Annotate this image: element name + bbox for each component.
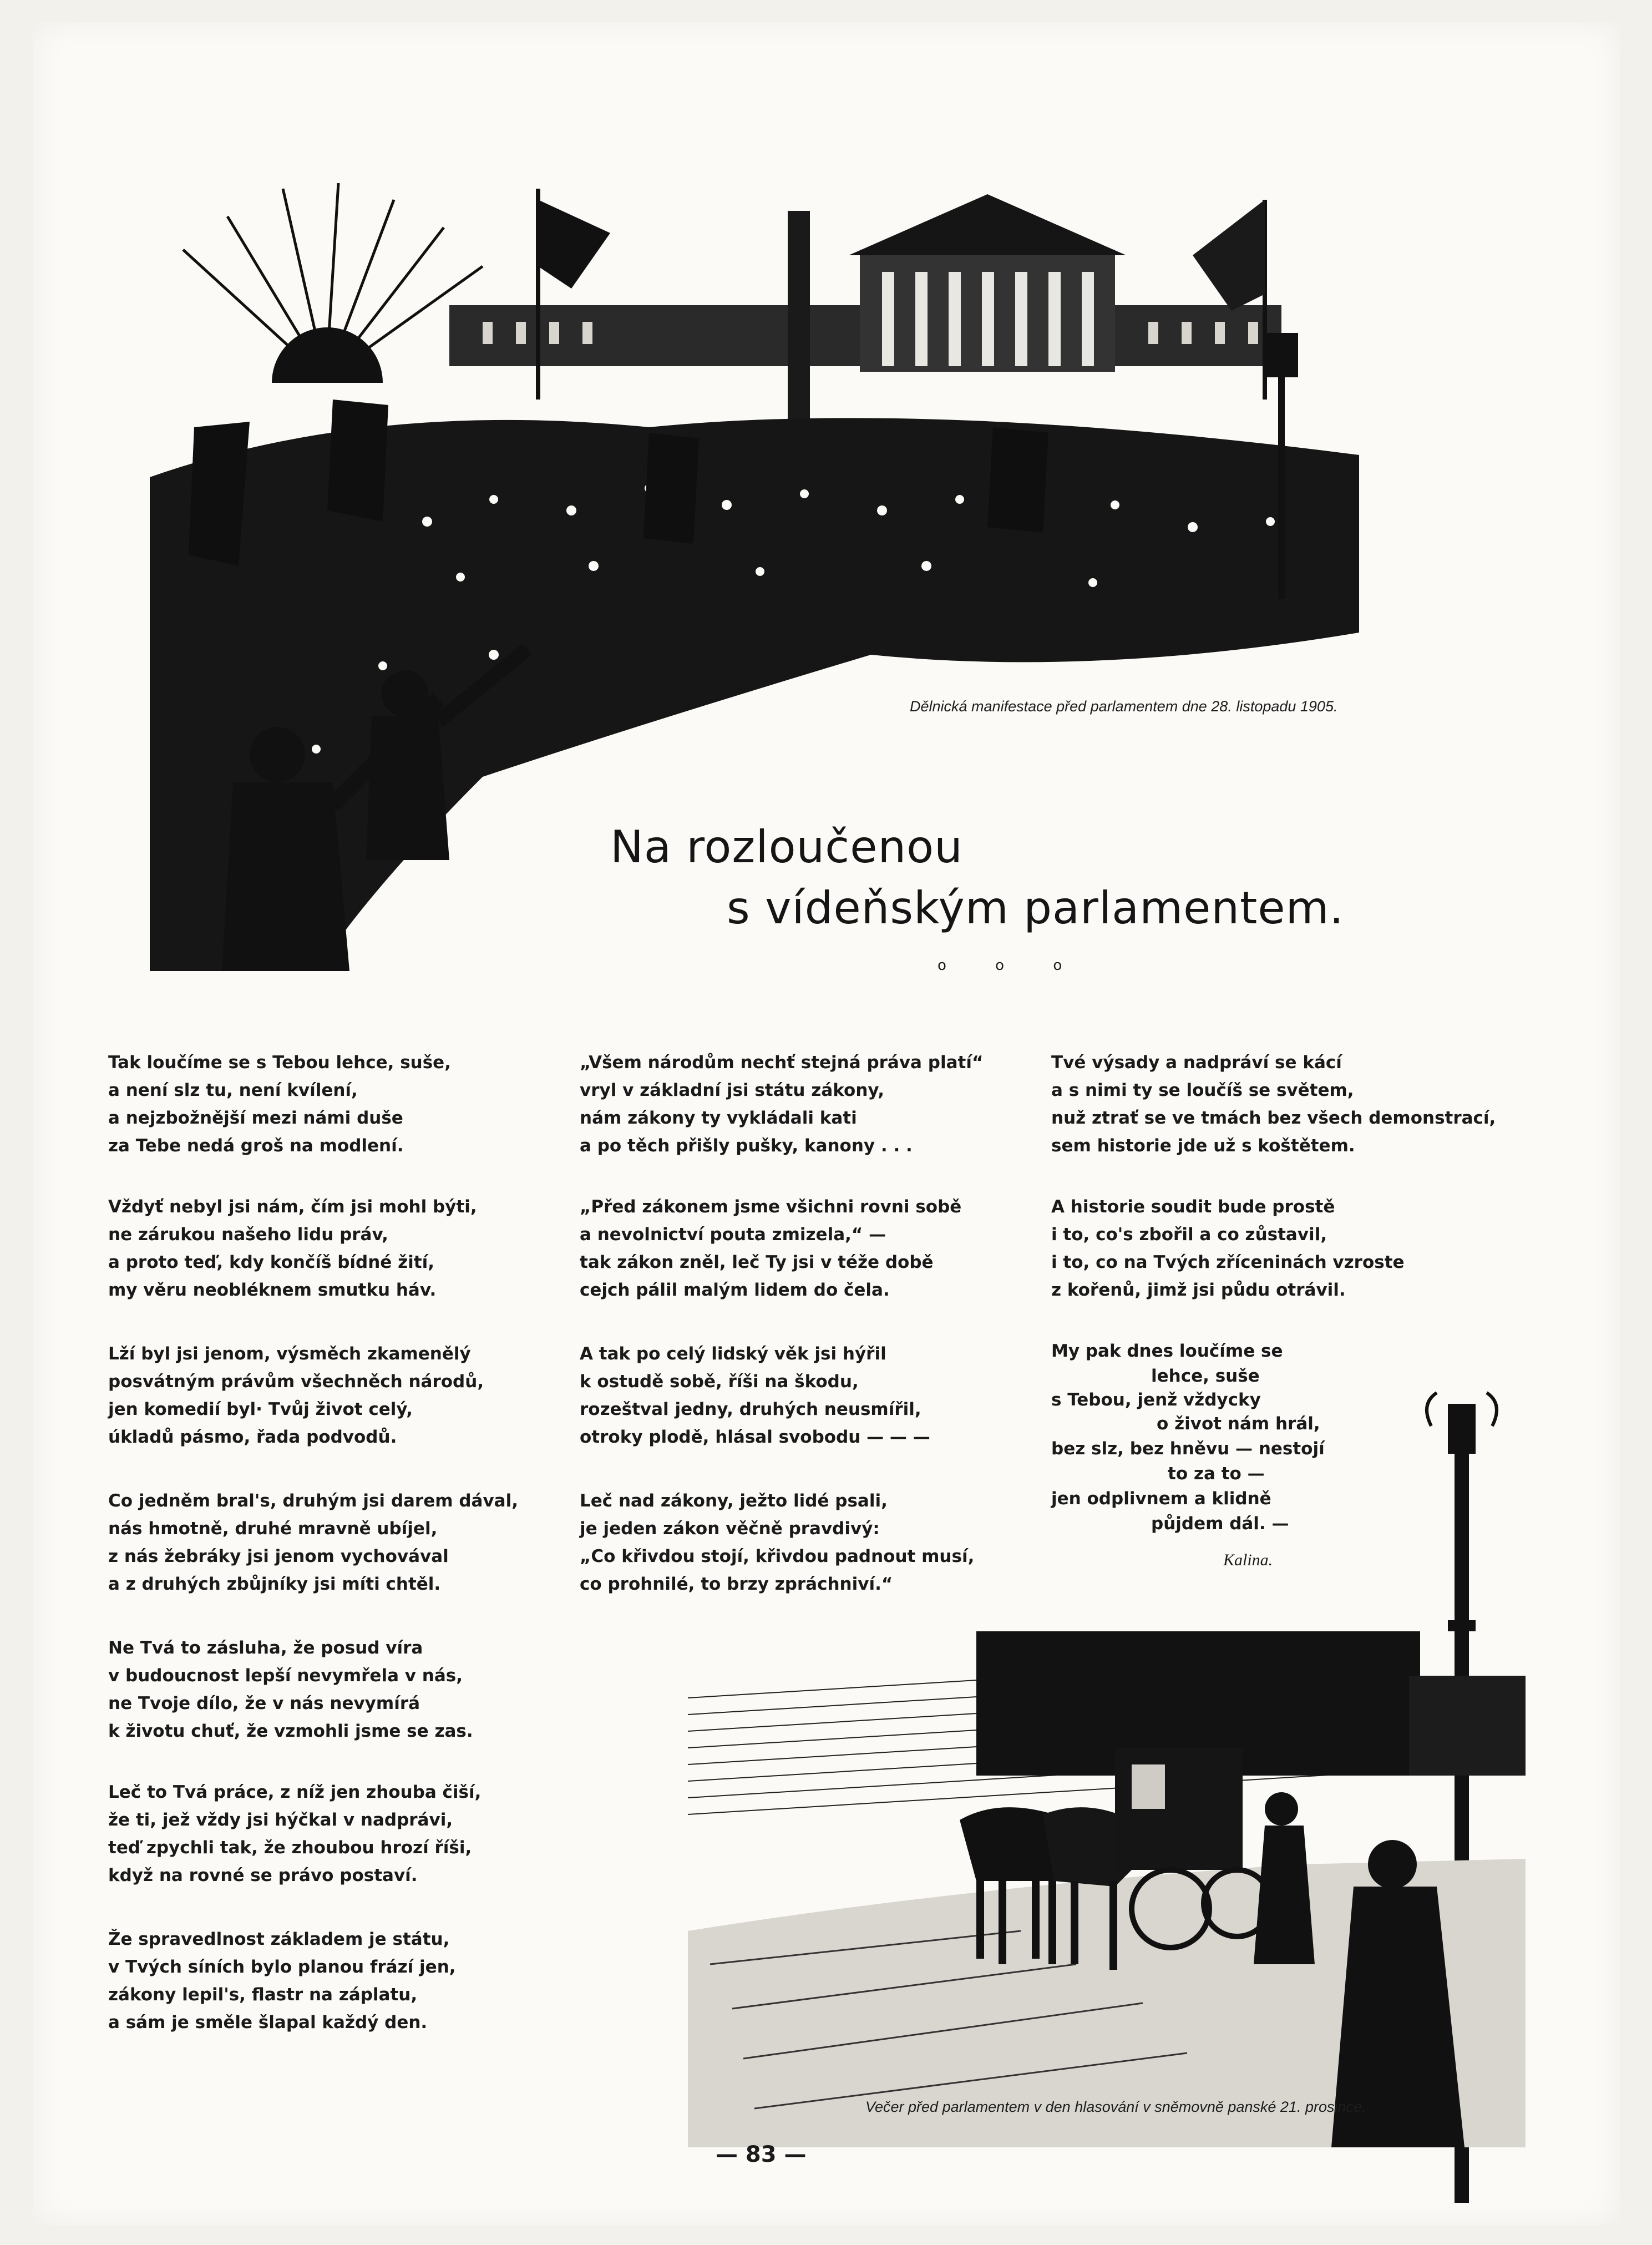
poem-line: A tak po celý lidský věk jsi hýřil — [580, 1344, 886, 1364]
poem-line: Co jedněm bral's, druhým jsi darem dával, — [108, 1491, 518, 1511]
poem-title-line-2: s vídeňským parlamentem. — [727, 882, 1344, 934]
poem-line: bez slz, bez hněvu — nestojí — [1051, 1439, 1325, 1459]
author-signature: Kalina. — [1223, 1551, 1273, 1569]
poem-line: a nejzbožnější mezi námi duše — [108, 1108, 403, 1128]
poem-line: když na rovné se právo postaví. — [108, 1865, 418, 1885]
poem-line: A historie soudit bude prostě — [1051, 1197, 1335, 1217]
poem-line: k ostudě sobě, říši na škodu, — [580, 1372, 859, 1392]
stanza — [1051, 1049, 1496, 1160]
poem-line: zákony lepil's, flastr na záplatu, — [108, 1985, 418, 2005]
poem-line: Tak loučíme se s Tebou lehce, suše, — [108, 1053, 451, 1073]
poem-line: vryl v základní jsi státu zákony, — [580, 1080, 884, 1100]
poem-line: a z druhých zbůjníky jsi míti chtěl. — [108, 1574, 441, 1594]
poem-line: my věru neobléknem smutku háv. — [108, 1280, 437, 1300]
poem-line: i to, co's zbořil a co zůstavil, — [1051, 1225, 1327, 1245]
stanza — [580, 1340, 930, 1451]
poem-line: Ne Tvá to zásluha, že posud víra — [108, 1638, 423, 1658]
poem-line: Lží byl jsi jenom, výsměch zkamenělý — [108, 1344, 471, 1364]
poem-line: Leč to Tvá práce, z níž jen zhouba čiší, — [108, 1782, 482, 1802]
poem-line: a není slz tu, není kvílení, — [108, 1080, 358, 1100]
stanza — [108, 1340, 484, 1451]
stanza — [1051, 1337, 1325, 1535]
poem-line: i to, co na Tvých zříceninách vzroste — [1051, 1252, 1405, 1272]
poem-line: sem historie jde už s koštětem. — [1051, 1136, 1355, 1156]
poem-line: to za to — — [1168, 1464, 1265, 1484]
poem-line: nás hmotně, druhé mravně ubíjel, — [108, 1519, 438, 1539]
stanza — [580, 1193, 961, 1304]
poem-line: z nás žebráky jsi jenom vychovával — [108, 1546, 449, 1566]
top-illustration-caption: Dělnická manifestace před parlamentem dne 28. listopadu 1905. — [910, 698, 1338, 715]
poem-line: teď zpychli tak, že zhoubou hrozí říši, — [108, 1838, 472, 1858]
poem-line: tak zákon zněl, leč Ty jsi v téže době — [580, 1252, 934, 1272]
stanza — [108, 1193, 477, 1304]
poem-line: Vždyť nebyl jsi nám, čím jsi mohl býti, — [108, 1197, 477, 1217]
poem-line: je jeden zákon věčně pravdivý: — [580, 1519, 880, 1539]
poem-line: ne zárukou našeho lidu práv, — [108, 1225, 388, 1245]
poem-line: My pak dnes loučíme se — [1051, 1341, 1283, 1361]
poem-title-line-1: Na rozloučenou — [610, 821, 963, 873]
poem-line: půjdem dál. — — [1151, 1514, 1289, 1534]
poem-line: posvátným právům všechněch národů, — [108, 1372, 484, 1392]
title-ornament: o o o — [938, 957, 1085, 974]
poem-line: rozeštval jedny, druhých neusmířil, — [580, 1399, 921, 1419]
poem-line: z kořenů, jimž jsi půdu otrávil. — [1051, 1280, 1346, 1300]
evening-engraving — [688, 1620, 1526, 2147]
stanza — [580, 1049, 983, 1160]
poem-line: že ti, jež vždy jsi hýčkal v nadprávi, — [108, 1810, 453, 1830]
poem-line: v Tvých síních bylo planou frází jen, — [108, 1957, 456, 1977]
poem-line: o život nám hrál, — [1157, 1414, 1320, 1434]
poem-line: Že spravedlnost základem je státu, — [108, 1929, 450, 1949]
stanza — [108, 1778, 481, 1889]
poem-line: cejch pálil malým lidem do čela. — [580, 1280, 890, 1300]
poem-line: „Všem národům nechť stejná práva platí“ — [580, 1053, 984, 1073]
stanza — [580, 1487, 974, 1598]
poem-line: lehce, suše — [1151, 1366, 1260, 1386]
poem-line: nám zákony ty vykládali kati — [580, 1108, 857, 1128]
poem-line: Tvé výsady a nadpráví se kácí — [1051, 1053, 1342, 1073]
poem-line: za Tebe nedá groš na modlení. — [108, 1136, 404, 1156]
poem-line: s Tebou, jenž vždycky — [1051, 1390, 1261, 1410]
poem-line: „Co křivdou stojí, křivdou padnout musí, — [580, 1546, 975, 1566]
stanza — [108, 1487, 518, 1598]
poem-line: jen komedií byl· Tvůj život celý, — [108, 1399, 413, 1419]
poem-line: k životu chuť, že vzmohli jsme se zas. — [108, 1721, 473, 1741]
poem-line: a s nimi ty se loučíš se světem, — [1051, 1080, 1354, 1100]
poem-line: Leč nad zákony, ježto lidé psali, — [580, 1491, 888, 1511]
poem-line: „Před zákonem jsme všichni rovni sobě — [580, 1197, 962, 1217]
poem-line: a proto teď, kdy končíš bídné žití, — [108, 1252, 434, 1272]
stanza — [108, 1049, 451, 1160]
poem-line: jen odplivnem a klidně — [1051, 1489, 1271, 1509]
poem-line: a sám je směle šlapal každý den. — [108, 2013, 428, 2032]
poem-line: a po těch přišly pušky, kanony . . . — [580, 1136, 913, 1156]
stanza — [1051, 1193, 1405, 1304]
stanza — [108, 1925, 456, 2036]
poem-line: co prohnilé, to brzy zpráchniví.“ — [580, 1574, 893, 1594]
page-number: — 83 — — [716, 2142, 807, 2167]
poem-line: a nevolnictví pouta zmizela,“ — — [580, 1225, 886, 1245]
poem-line: v budoucnost lepší nevymřela v nás, — [108, 1666, 463, 1686]
bottom-illustration-caption: Večer před parlamentem v den hlasování v sněmovně panské 21. prosince. — [865, 2099, 1366, 2115]
poem-line: otroky plodě, hlásal svobodu — — — — [580, 1427, 930, 1447]
stanza — [108, 1634, 473, 1745]
poem-line: nuž ztrať se ve tmách bez všech demonstrací, — [1051, 1108, 1496, 1128]
poem-line: ne Tvoje dílo, že v nás nevymírá — [108, 1693, 420, 1713]
poem-line: úkladů pásmo, řada podvodů. — [108, 1427, 397, 1447]
evening-parliament-illustration — [688, 1620, 1526, 2147]
